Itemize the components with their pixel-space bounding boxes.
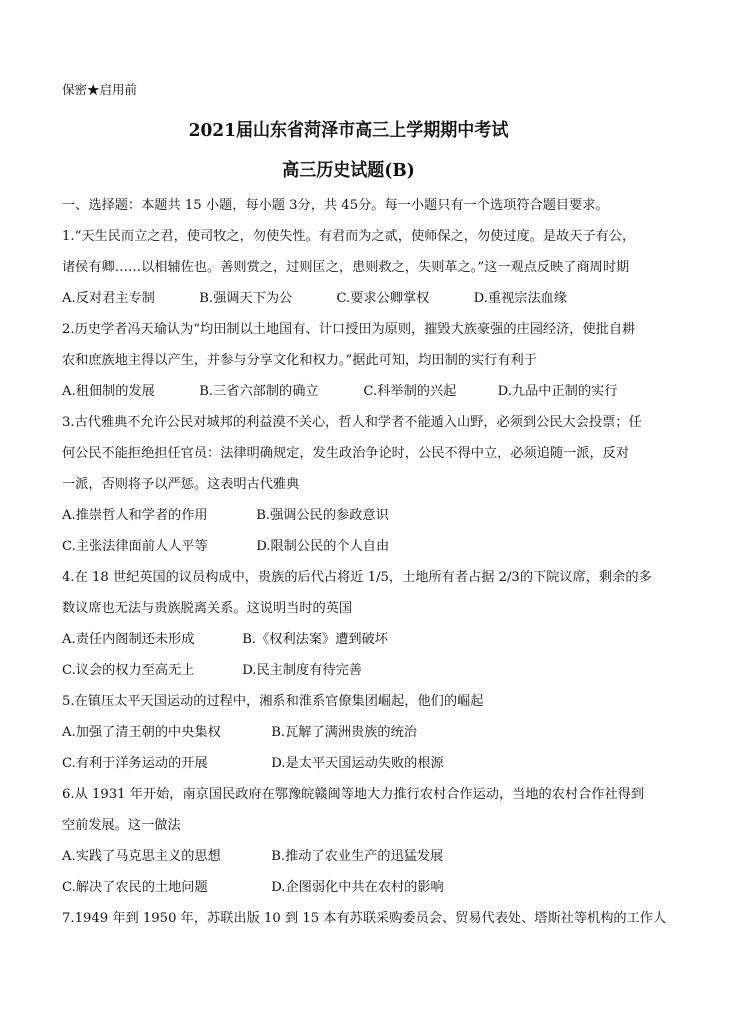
option-b: B.强调天下为公 (199, 291, 293, 306)
question-1-line-1: 1.“天生民而立之君，使司牧之，勿使失性。有君而为之贰，使师保之，勿使过度。是故天子有公， (62, 229, 636, 244)
question-6-line-2: 空前发展。这一做法 (62, 818, 181, 833)
question-3-options-row-1 (62, 507, 389, 525)
question-2-line-2: 农和庶族地主得以产生，并参与分享文化和权力。”据此可知，均田制的实行有利于 (62, 353, 537, 368)
question-3-line-3: 一派，否则将予以严惩。这表明古代雅典 (62, 477, 300, 492)
option-a: A.推崇哲人和学者的作用 (62, 508, 208, 523)
option-a: A.反对君主专制 (62, 291, 155, 306)
question-6-line-1: 6.从 1931 年开始，南京国民政府在鄂豫皖赣闽等地大力推行农村合作运动，当地的农村合作社得到 (62, 787, 645, 802)
option-c: C.科举制的兴起 (363, 384, 457, 399)
question-3-options-row-2 (62, 538, 389, 556)
question-5-options-row-2 (62, 755, 444, 773)
option-b: B.强调公民的参政意识 (256, 508, 389, 523)
option-d: D.是太平天国运动失败的根源 (271, 756, 444, 771)
option-c: C.解决了农民的土地问题 (62, 880, 208, 895)
exam-subtitle: 高三历史试题(B) (282, 160, 415, 181)
question-6-options-row-1 (62, 848, 443, 866)
question-4-line-1: 4.在 18 世纪英国的议员构成中，贵族的后代占将近 1/5，土地所有者占据 2/3的下院议席，剩余的多 (62, 570, 652, 585)
option-d: D.企图弱化中共在农村的影响 (271, 880, 444, 895)
question-3-line-2: 何公民不能拒绝担任官员：法律明确规定，发生政治争论时，公民不得中立，必须追随一派，反对 (62, 446, 630, 461)
option-b: B.推动了农业生产的迅猛发展 (271, 849, 444, 864)
question-7-line-1: 7.1949 年到 1950 年，苏联出版 10 到 15 本有苏联采购委员会、贸易代表处、塔斯社等机构的工作人 (62, 911, 667, 926)
option-b: B.瓦解了满洲贵族的统治 (271, 725, 417, 740)
option-c: C.议会的权力至高无上 (62, 663, 195, 678)
option-a: A.租佃制的发展 (62, 384, 155, 399)
question-3-line-1: 3.古代雅典不允许公民对城邦的利益漠不关心，哲人和学者不能遁入山野，必须到公民大会投票；任 (62, 415, 642, 430)
question-5-line-1: 5.在镇压太平天国运动的过程中，湘系和淮系官僚集团崛起，他们的崛起 (62, 694, 484, 709)
option-d: D.九品中正制的实行 (497, 384, 618, 399)
question-2-options (62, 383, 617, 401)
option-c: C.主张法律面前人人平等 (62, 539, 208, 554)
option-b: B.三省六部制的确立 (199, 384, 319, 399)
option-d: D.重视宗法血缘 (473, 291, 568, 306)
option-a: A.实践了马克思主义的思想 (62, 849, 221, 864)
question-5-options-row-1 (62, 724, 417, 742)
exam-title: 2021届山东省菏泽市高三上学期期中考试 (188, 120, 509, 141)
question-4-options-row-1 (62, 631, 388, 649)
question-1-options (62, 290, 567, 308)
option-b: B.《权利法案》遭到破坏 (242, 632, 388, 647)
question-2-line-1: 2.历史学者冯天瑜认为“均田制以土地国有、计口授田为原则，摧毁大族豪强的庄园经济，使批自耕 (62, 322, 636, 337)
option-c: C.要求公卿掌权 (336, 291, 430, 306)
section-instructions: 一、选择题：本题共 15 小题，每小题 3分，共 45分。每一小题只有一个选项符合题目要求。 (62, 198, 609, 213)
option-a: A.责任内阁制还未形成 (62, 632, 195, 647)
option-d: D.民主制度有待完善 (242, 663, 362, 678)
question-4-line-2: 数议席也无法与贵族脱离关系。这说明当时的英国 (62, 601, 353, 616)
question-6-options-row-2 (62, 879, 444, 897)
option-d: D.限制公民的个人自由 (256, 539, 390, 554)
option-c: C.有利于洋务运动的开展 (62, 756, 208, 771)
option-a: A.加强了清王朝的中央集权 (62, 725, 221, 740)
confidential-label: 保密★启用前 (62, 82, 138, 97)
question-4-options-row-2 (62, 662, 362, 680)
question-1-line-2: 诸侯有卿……以相辅佐也。善则赏之，过则匡之，患则救之，失则革之。”这一观点反映了商周时期 (62, 260, 630, 275)
